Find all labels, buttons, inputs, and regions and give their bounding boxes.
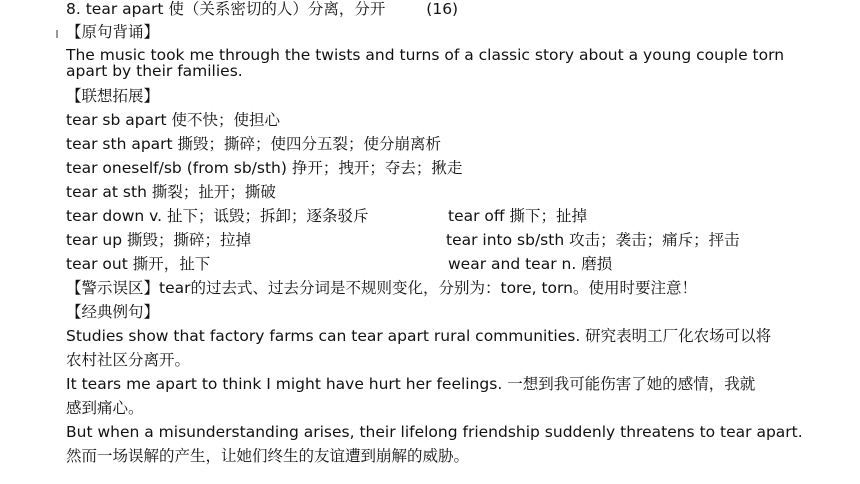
heading-number: (16) [426, 0, 459, 18]
association-pair-row [66, 230, 251, 250]
entry-heading [66, 0, 458, 19]
association-item: tear at sth 撕裂；扯开；撕破 [66, 183, 276, 201]
warning-note: 【警示误区】tear的过去式、过去分词是不规则变化，分别为：tore, torn。使用时要注意！ [66, 279, 697, 297]
example-sentence: It tears me apart to think I might have hurt her feelings. 一想到我可能伤害了她的感情，我就 [66, 375, 756, 393]
section-original-title: 【原句背诵】 [66, 23, 160, 41]
pair-left: tear out 撕开，扯下 [66, 255, 211, 273]
example-continuation: 然而一场误解的产生，让她们终生的友谊遭到崩解的威胁。 [66, 447, 470, 465]
heading-text: 8. tear apart 使（关系密切的人）分离，分开 [66, 0, 386, 18]
pair-left: tear down v. 扯下；诋毁；拆卸；逐条驳斥 [66, 207, 369, 225]
association-item: tear sb apart 使不快；使担心 [66, 111, 280, 129]
margin-marker [56, 30, 58, 38]
association-pair-row [66, 254, 210, 274]
pair-left: tear up 撕毁；撕碎；拉掉 [66, 231, 252, 249]
example-sentence: Studies show that factory farms can tear apart rural communities. 研究表明工厂化农场可以将 [66, 327, 772, 345]
association-item: tear oneself/sb (from sb/sth) 挣开；拽开；夺去；揪走 [66, 159, 463, 177]
example-continuation: 感到痛心。 [66, 399, 144, 417]
section-association-title: 【联想拓展】 [66, 87, 160, 105]
association-item: tear sth apart 撕毁；撕碎；使四分五裂；使分崩离析 [66, 135, 442, 153]
pair-right: wear and tear n. 磨损 [448, 255, 613, 273]
section-examples-title: 【经典例句】 [66, 303, 160, 321]
association-pair-row [66, 206, 369, 226]
pair-right: tear off 撕下；扯掉 [448, 207, 588, 225]
example-sentence: But when a misunderstanding arises, their lifelong friendship suddenly threatens to tear apart. [66, 423, 803, 441]
example-continuation: 农村社区分离开。 [66, 351, 191, 369]
pair-right: tear into sb/sth 攻击；袭击；痛斥；抨击 [446, 231, 740, 249]
original-sentence: The music took me through the twists and turns of a classic story about a young couple torn apart by their families. [66, 46, 785, 80]
